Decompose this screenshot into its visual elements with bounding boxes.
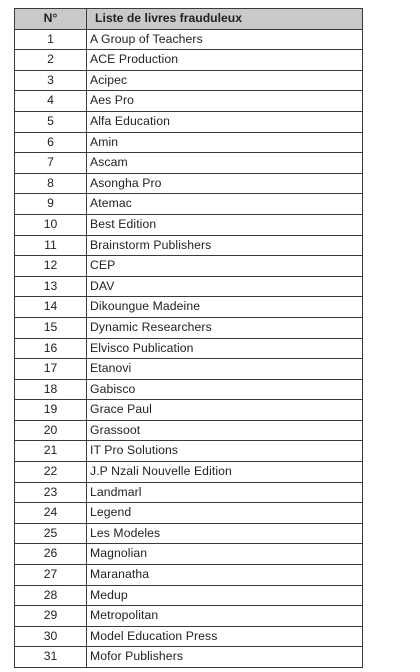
table-body	[15, 29, 363, 667]
book-publisher-name: Asongha Pro	[87, 173, 363, 194]
table-row	[15, 297, 363, 318]
row-number: 17	[15, 359, 87, 380]
table-row	[15, 50, 363, 71]
book-publisher-name: Landmarl	[87, 482, 363, 503]
book-publisher-name: Amin	[87, 132, 363, 153]
row-number: 27	[15, 565, 87, 586]
row-number: 31	[15, 647, 87, 668]
row-number: 15	[15, 317, 87, 338]
row-number: 19	[15, 400, 87, 421]
row-number: 6	[15, 132, 87, 153]
book-publisher-name: Brainstorm Publishers	[87, 235, 363, 256]
table-row	[15, 256, 363, 277]
table-row	[15, 503, 363, 524]
book-publisher-name: Ascam	[87, 153, 363, 174]
table-row	[15, 111, 363, 132]
book-publisher-name: Etanovi	[87, 359, 363, 380]
table-row	[15, 585, 363, 606]
table-row	[15, 400, 363, 421]
book-publisher-name: Acipec	[87, 70, 363, 91]
document-page	[14, 8, 362, 668]
table-row	[15, 338, 363, 359]
book-publisher-name: ACE Production	[87, 50, 363, 71]
table-row	[15, 523, 363, 544]
table-row	[15, 153, 363, 174]
table-row	[15, 544, 363, 565]
book-publisher-name: Alfa Education	[87, 111, 363, 132]
row-number: 7	[15, 153, 87, 174]
book-publisher-name: J.P Nzali Nouvelle Edition	[87, 462, 363, 483]
row-number: 20	[15, 420, 87, 441]
book-publisher-name: IT Pro Solutions	[87, 441, 363, 462]
row-number: 1	[15, 29, 87, 50]
book-publisher-name: A Group of Teachers	[87, 29, 363, 50]
row-number: 2	[15, 50, 87, 71]
table-row	[15, 379, 363, 400]
book-publisher-name: Grassoot	[87, 420, 363, 441]
table-row	[15, 420, 363, 441]
book-publisher-name: Les Modeles	[87, 523, 363, 544]
row-number: 25	[15, 523, 87, 544]
row-number: 21	[15, 441, 87, 462]
book-publisher-name: Elvisco Publication	[87, 338, 363, 359]
table-row	[15, 482, 363, 503]
book-publisher-name: Dikoungue Madeine	[87, 297, 363, 318]
fraudulent-books-table	[14, 8, 363, 668]
book-publisher-name: Medup	[87, 585, 363, 606]
table-row	[15, 91, 363, 112]
row-number: 14	[15, 297, 87, 318]
table-header	[15, 9, 363, 30]
table-row	[15, 565, 363, 586]
row-number: 10	[15, 214, 87, 235]
row-number: 13	[15, 276, 87, 297]
row-number: 9	[15, 194, 87, 215]
row-number: 29	[15, 606, 87, 627]
row-number: 12	[15, 256, 87, 277]
table-row	[15, 606, 363, 627]
table-row	[15, 647, 363, 668]
book-publisher-name: Model Education Press	[87, 626, 363, 647]
book-publisher-name: Mofor Publishers	[87, 647, 363, 668]
table-row	[15, 194, 363, 215]
table-row	[15, 235, 363, 256]
table-row	[15, 626, 363, 647]
row-number: 5	[15, 111, 87, 132]
book-publisher-name: CEP	[87, 256, 363, 277]
row-number: 23	[15, 482, 87, 503]
book-publisher-name: Dynamic Researchers	[87, 317, 363, 338]
header-row	[15, 9, 363, 30]
book-publisher-name: Gabisco	[87, 379, 363, 400]
header-number: N°	[15, 9, 87, 30]
row-number: 30	[15, 626, 87, 647]
row-number: 24	[15, 503, 87, 524]
row-number: 8	[15, 173, 87, 194]
table-row	[15, 214, 363, 235]
book-publisher-name: Maranatha	[87, 565, 363, 586]
table-row	[15, 132, 363, 153]
table-row	[15, 462, 363, 483]
row-number: 3	[15, 70, 87, 91]
row-number: 18	[15, 379, 87, 400]
row-number: 4	[15, 91, 87, 112]
book-publisher-name: Magnolian	[87, 544, 363, 565]
table-row	[15, 29, 363, 50]
table-row	[15, 359, 363, 380]
book-publisher-name: Legend	[87, 503, 363, 524]
header-name: Liste de livres frauduleux	[87, 9, 363, 30]
table-row	[15, 317, 363, 338]
row-number: 16	[15, 338, 87, 359]
row-number: 11	[15, 235, 87, 256]
row-number: 26	[15, 544, 87, 565]
book-publisher-name: Best Edition	[87, 214, 363, 235]
table-row	[15, 276, 363, 297]
table-row	[15, 70, 363, 91]
row-number: 28	[15, 585, 87, 606]
book-publisher-name: DAV	[87, 276, 363, 297]
book-publisher-name: Aes Pro	[87, 91, 363, 112]
table-row	[15, 441, 363, 462]
table-row	[15, 173, 363, 194]
row-number: 22	[15, 462, 87, 483]
book-publisher-name: Grace Paul	[87, 400, 363, 421]
book-publisher-name: Metropolitan	[87, 606, 363, 627]
book-publisher-name: Atemac	[87, 194, 363, 215]
